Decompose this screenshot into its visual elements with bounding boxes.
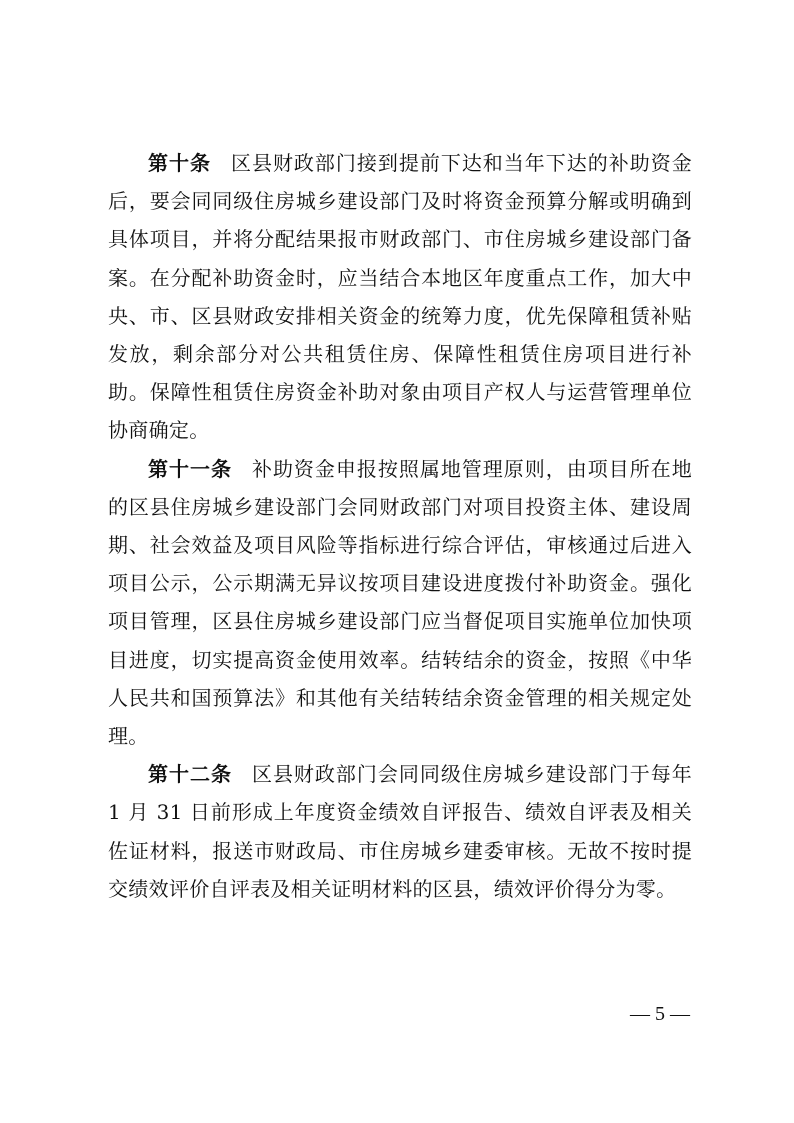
article-number: 第十条 (148, 151, 211, 175)
page-number: — 5 — (630, 1003, 690, 1025)
article-12 (108, 755, 692, 908)
article-10 (108, 144, 692, 450)
document-body (108, 144, 692, 908)
article-text: 区县财政部门接到提前下达和当年下达的补助资金后，要会同同级住房城乡建设部门及时将资金预算分解或明确到具体项目，并将分配结果报市财政部门、市住房城乡建设部门备案。在分配补助资金时，应当结合本地区年度重点工作，加大中央、市、区县财政安排相关资金的统筹力度，优先保障租赁补贴发放，剩余部分对公共租赁住房、保障性租赁住房项目进行补助。保障性租赁住房资金补助对象由项目产权人与运营管理单位协商确定。 (108, 151, 692, 443)
article-text: 补助资金申报按照属地管理原则，由项目所在地的区县住房城乡建设部门会同财政部门对项目投资主体、建设周期、社会效益及项目风险等指标进行综合评估，审核通过后进入项目公示，公示期满无异议按项目建设进度拨付补助资金。强化项目管理，区县住房城乡建设部门应当督促项目实施单位加快项目进度，切实提高资金使用效率。结转结余的资金，按照《中华人民共和国预算法》和其他有关结转结余资金管理的相关规定处理。 (108, 456, 692, 749)
article-text: 区县财政部门会同同级住房城乡建设部门于每年 1 月 31 日前形成上年度资金绩效自评报告、绩效自评表及相关佐证材料，报送市财政局、市住房城乡建委审核。无故不按时提交绩效评价自评表及相关证明材料的区县，绩效评价得分为零。 (108, 762, 692, 901)
article-number: 第十二条 (148, 762, 232, 787)
article-11 (108, 450, 692, 756)
article-number: 第十一条 (148, 456, 232, 481)
